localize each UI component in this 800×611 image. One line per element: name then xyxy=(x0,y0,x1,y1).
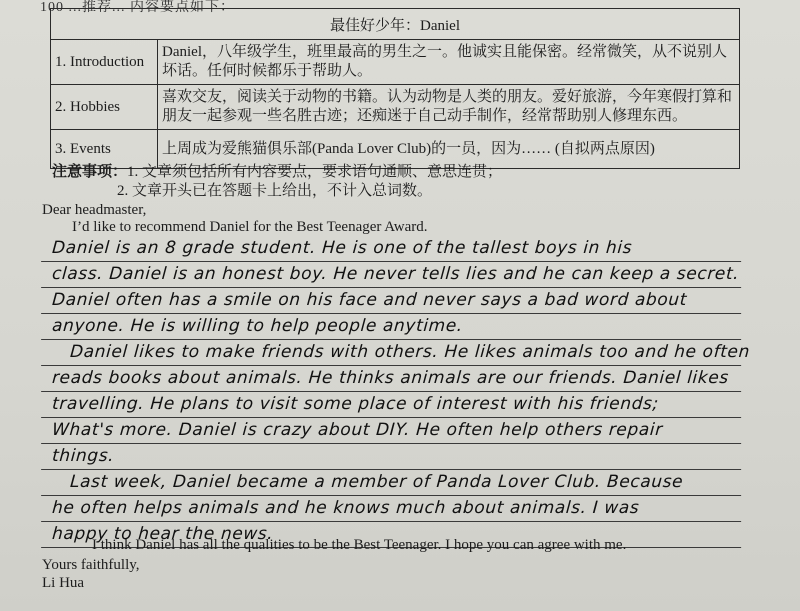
row-text: 上周成为爱熊猫俱乐部(Panda Lover Club)的一员，因为…… (自拟两点原因) xyxy=(158,130,740,169)
letter-greeting: Dear headmaster, xyxy=(42,202,147,218)
notes-block xyxy=(52,163,502,201)
letter-opening-line: I’d like to recommend Daniel for the Best Teenager Award. xyxy=(72,219,428,235)
letter-closing-line: I think Daniel has all the qualities to be the Best Teenager. I hope you can agree with me. xyxy=(92,537,627,553)
notes-heading: 注意事项： xyxy=(52,164,128,180)
table-title: 最佳好少年：Daniel xyxy=(51,9,740,40)
table-row xyxy=(51,40,740,85)
row-label: 2. Hobbies xyxy=(51,85,158,130)
row-label: 3. Events xyxy=(51,130,158,169)
row-label: 1. Introduction xyxy=(51,40,158,85)
handwritten-line: Daniel is an 8 grade student. He is one of the tallest boys in his xyxy=(41,236,743,262)
handwritten-line: class. Daniel is an honest boy. He never tells lies and he can keep a secret. xyxy=(41,262,743,288)
row-text: 喜欢交友，阅读关于动物的书籍。认为动物是人类的朋友。爱好旅游，今年寒假打算和朋友一起参观一些名胜古迹；还痴迷于自己动手制作，经常帮助别人修理东西。 xyxy=(158,85,740,130)
row-text: Daniel，八年级学生，班里最高的男生之一。他诚实且能保密。经常微笑，从不说别人坏话。任何时候都乐于帮助人。 xyxy=(158,40,740,85)
handwritten-line: happy to hear the news. xyxy=(41,522,743,548)
handwritten-line: Daniel often has a smile on his face and never says a bad word about xyxy=(41,288,743,314)
handwritten-line: What's more. Daniel is crazy about DIY. He often help others repair xyxy=(41,418,743,444)
cropped-header-text: 100 ...推荐... 内容要点如下： xyxy=(40,0,235,15)
note-item: 2. 文章开头已在答题卡上给出，不计入总词数。 xyxy=(117,183,433,199)
handwritten-line: he often helps animals and he knows much about animals. I was xyxy=(41,496,743,522)
handwritten-line: reads books about animals. He thinks animals are our friends. Daniel likes xyxy=(41,366,743,392)
handwritten-line: Daniel likes to make friends with others. He likes animals too and he often xyxy=(41,340,743,366)
handwritten-line: travelling. He plans to visit some place of interest with his friends; xyxy=(41,392,743,418)
letter-signature: Li Hua xyxy=(42,575,85,591)
handwritten-line: things. xyxy=(41,444,743,470)
handwritten-line: anyone. He is willing to help people anytime. xyxy=(41,314,743,340)
handwritten-line: Last week, Daniel became a member of Panda Lover Club. Because xyxy=(41,470,743,496)
letter-signoff: Yours faithfully, xyxy=(42,557,140,573)
table-row xyxy=(51,85,740,130)
note-item: 1. 文章须包括所有内容要点，要求语句通顺、意思连贯； xyxy=(127,164,503,180)
info-table xyxy=(50,8,740,169)
handwritten-lines xyxy=(42,236,751,548)
